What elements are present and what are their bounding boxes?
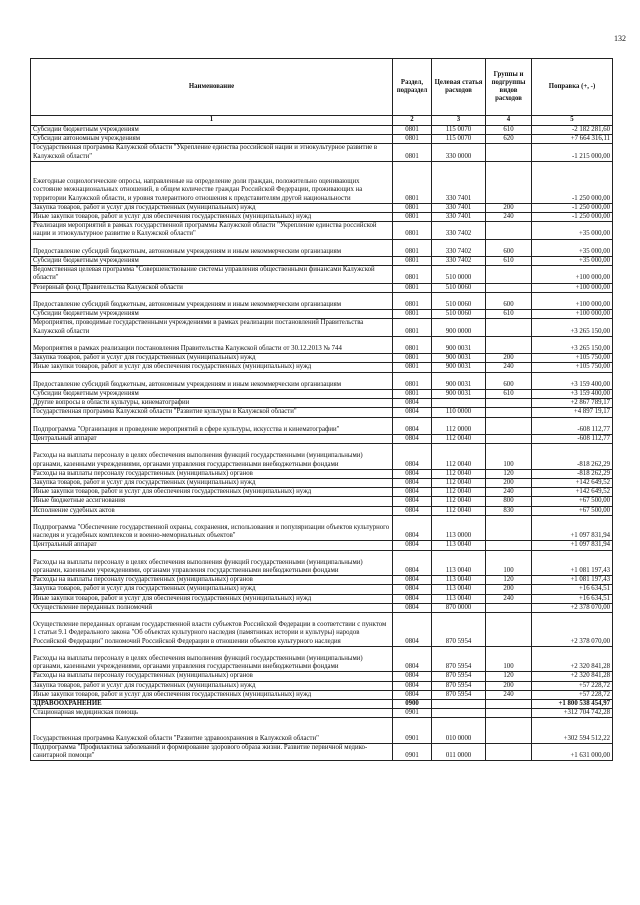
table-row <box>31 479 613 488</box>
row-amendment: +100 000,00 <box>532 266 613 283</box>
row-section: 0801 <box>393 239 432 256</box>
row-group <box>486 222 532 239</box>
row-group: 610 <box>486 257 532 266</box>
row-name: Расходы на выплаты персоналу в целях обеспечения выполнения функций государственными (муниципальными) органами, казенными учреждениями, органами управления государственными внебюджетными фондами <box>31 550 393 576</box>
row-section: 0801 <box>393 390 432 399</box>
header-group: Группы и подгруппы видов расходов <box>486 59 532 116</box>
row-section: 0804 <box>393 672 432 681</box>
row-amendment: -1 250 000,00 <box>532 203 613 212</box>
header-amendment: Поправка (+, -) <box>532 59 613 116</box>
row-name: Закупка товаров, работ и услуг для государственных (муниципальных) нужд <box>31 203 393 212</box>
row-group: 200 <box>486 681 532 690</box>
row-name: Центральный аппарат <box>31 541 393 550</box>
row-section: 0804 <box>393 576 432 585</box>
row-group: 600 <box>486 292 532 309</box>
column-number: 2 <box>393 116 432 126</box>
row-group <box>486 336 532 353</box>
page-number: 132 <box>614 34 626 43</box>
row-section: 0804 <box>393 603 432 612</box>
row-section: 0801 <box>393 203 432 212</box>
row-amendment: +2 867 789,17 <box>532 399 613 408</box>
row-name: Подпрограмма "Обеспечение государственной охраны, сохранения, использования и популяризации объектов культурного наследия и усадебных комплексов и военно-мемориальных объектов" <box>31 515 393 541</box>
table-row <box>31 213 613 222</box>
row-amendment: +57 228,72 <box>532 690 613 699</box>
row-group: 610 <box>486 390 532 399</box>
row-name: Иные закупки товаров, работ и услуг для обеспечения государственных (муниципальных) нужд <box>31 690 393 699</box>
row-name: Стационарная медицинская помощь <box>31 709 393 718</box>
row-section: 0801 <box>393 283 432 292</box>
row-name: Закупка товаров, работ и услуг для государственных (муниципальных) нужд <box>31 354 393 363</box>
row-group <box>486 613 532 647</box>
row-group: 620 <box>486 135 532 144</box>
row-target: 011 0000 <box>432 744 486 761</box>
row-target: 330 7401 <box>432 161 486 203</box>
row-group <box>486 744 532 761</box>
row-section: 0804 <box>393 408 432 417</box>
table-row <box>31 203 613 212</box>
row-amendment: +3 159 400,00 <box>532 390 613 399</box>
row-section: 0804 <box>393 690 432 699</box>
row-group: 100 <box>486 646 532 672</box>
row-amendment: +16 634,51 <box>532 594 613 603</box>
table-row <box>31 363 613 372</box>
row-target: 510 0060 <box>432 283 486 292</box>
row-group <box>486 718 532 744</box>
row-section: 0804 <box>393 399 432 408</box>
table-row <box>31 126 613 135</box>
row-amendment: -1 250 000,00 <box>532 161 613 203</box>
row-section: 0804 <box>393 594 432 603</box>
row-name: Иные закупки товаров, работ и услуг для обеспечения государственных (муниципальных) нужд <box>31 488 393 497</box>
row-group <box>486 709 532 718</box>
row-target: 112 0040 <box>432 488 486 497</box>
row-group: 240 <box>486 690 532 699</box>
row-target: 900 0031 <box>432 354 486 363</box>
row-amendment: +1 081 197,43 <box>532 576 613 585</box>
row-name: Иные закупки товаров, работ и услуг для обеспечения государственных (муниципальных) нужд <box>31 213 393 222</box>
row-target: 110 0000 <box>432 408 486 417</box>
row-target: 870 5954 <box>432 672 486 681</box>
row-group <box>486 283 532 292</box>
header-name: Наименование <box>31 59 393 116</box>
row-name: Другие вопросы в области культуры, кинематографии <box>31 399 393 408</box>
row-name: Расходы на выплаты персоналу государственных (муниципальных) органов <box>31 576 393 585</box>
row-target: 010 0000 <box>432 718 486 744</box>
table-row <box>31 354 613 363</box>
row-group: 830 <box>486 506 532 515</box>
row-section: 0804 <box>393 506 432 515</box>
row-name: Исполнение судебных актов <box>31 506 393 515</box>
row-group <box>486 399 532 408</box>
table-row <box>31 576 613 585</box>
row-section: 0804 <box>393 479 432 488</box>
row-group <box>486 266 532 283</box>
row-name: Расходы на выплаты персоналу в целях обеспечения выполнения функций государственными (муниципальными) органами, казенными учреждениями, органами управления государственными внебюджетными фондами <box>31 444 393 470</box>
row-target: 900 0031 <box>432 363 486 372</box>
row-amendment: +1 631 000,00 <box>532 744 613 761</box>
table-row <box>31 497 613 506</box>
row-target: 112 0040 <box>432 435 486 444</box>
column-number: 1 <box>31 116 393 126</box>
row-section: 0801 <box>393 257 432 266</box>
row-name: Закупка товаров, работ и услуг для государственных (муниципальных) нужд <box>31 479 393 488</box>
row-target: 112 0040 <box>432 479 486 488</box>
row-group <box>486 541 532 550</box>
table-row <box>31 310 613 319</box>
row-section: 0801 <box>393 310 432 319</box>
row-group <box>486 435 532 444</box>
row-target <box>432 709 486 718</box>
row-name: Осуществление переданных органам государственной власти субъектов Российской Федерации в соответствии с пунктом 1 статьи 9.1 Федерального закона "Об объектах культурного наследия (памятниках истории и культуры) народов Российской Федерации" полномочий Российской Федерации в отношении объектов культурного наследия <box>31 613 393 647</box>
header-target: Целевая статья расходов <box>432 59 486 116</box>
row-name: Подпрограмма "Профилактика заболеваний и формирование здорового образа жизни. Развитие первичной медико-санитарной помощи" <box>31 744 393 761</box>
row-section: 0801 <box>393 161 432 203</box>
row-amendment: +100 000,00 <box>532 310 613 319</box>
column-number: 4 <box>486 116 532 126</box>
row-target: 113 0040 <box>432 550 486 576</box>
table-row <box>31 646 613 672</box>
row-section: 0801 <box>393 363 432 372</box>
row-group: 240 <box>486 363 532 372</box>
row-section: 0804 <box>393 444 432 470</box>
row-section: 0801 <box>393 354 432 363</box>
row-target: 113 0040 <box>432 576 486 585</box>
row-group: 100 <box>486 444 532 470</box>
row-target: 112 0040 <box>432 469 486 478</box>
row-group: 600 <box>486 239 532 256</box>
row-target: 330 7402 <box>432 239 486 256</box>
row-group <box>486 515 532 541</box>
row-section: 0801 <box>393 372 432 389</box>
row-name: Иные закупки товаров, работ и услуг для обеспечения государственных (муниципальных) нужд <box>31 363 393 372</box>
row-name: Резервный фонд Правительства Калужской области <box>31 283 393 292</box>
row-amendment: -608 112,77 <box>532 435 613 444</box>
row-amendment: +7 664 316,11 <box>532 135 613 144</box>
row-group <box>486 144 532 161</box>
row-amendment: +2 320 841,28 <box>532 646 613 672</box>
row-target: 113 0040 <box>432 541 486 550</box>
table-header-row <box>31 59 613 116</box>
row-section: 0804 <box>393 488 432 497</box>
table-row <box>31 672 613 681</box>
row-target: 330 7401 <box>432 203 486 212</box>
table-row <box>31 399 613 408</box>
budget-amendments-table <box>30 58 613 761</box>
row-name: Закупка товаров, работ и услуг для государственных (муниципальных) нужд <box>31 681 393 690</box>
row-name: Закупка товаров, работ и услуг для государственных (муниципальных) нужд <box>31 585 393 594</box>
row-section: 0901 <box>393 709 432 718</box>
row-target: 115 0070 <box>432 126 486 135</box>
row-group: 200 <box>486 479 532 488</box>
row-section: 0900 <box>393 700 432 709</box>
row-amendment: +4 897 19,17 <box>532 408 613 417</box>
row-group: 200 <box>486 203 532 212</box>
row-section: 0804 <box>393 515 432 541</box>
row-target: 900 0031 <box>432 390 486 399</box>
table-row <box>31 603 613 612</box>
table-row <box>31 161 613 203</box>
row-name: Расходы на выплаты персоналу государственных (муниципальных) органов <box>31 469 393 478</box>
row-amendment: +142 649,52 <box>532 488 613 497</box>
row-name: Мероприятия, проводимые государственными учреждениями в рамках реализации постановлений Правительства Калужской области <box>31 319 393 336</box>
table-row <box>31 681 613 690</box>
row-amendment: +1 097 831,94 <box>532 541 613 550</box>
row-section: 0804 <box>393 585 432 594</box>
row-section: 0804 <box>393 681 432 690</box>
table-row <box>31 372 613 389</box>
table-row <box>31 700 613 709</box>
row-name: Субсидии бюджетным учреждениям <box>31 257 393 266</box>
row-target: 870 0000 <box>432 603 486 612</box>
row-section: 0801 <box>393 135 432 144</box>
row-section: 0804 <box>393 435 432 444</box>
row-target: 510 0060 <box>432 292 486 309</box>
row-name: Субсидии бюджетным учреждениям <box>31 390 393 399</box>
row-target: 900 0031 <box>432 336 486 353</box>
table-row <box>31 613 613 647</box>
row-target: 330 0000 <box>432 144 486 161</box>
row-name: Предоставление субсидий бюджетным, автономным учреждениям и иным некоммерческим организациям <box>31 372 393 389</box>
row-amendment: +3 159 400,00 <box>532 372 613 389</box>
row-section: 0801 <box>393 266 432 283</box>
row-name: Ведомственная целевая программа "Совершенствование системы управления общественными финансами Калужской области" <box>31 266 393 283</box>
row-section: 0801 <box>393 126 432 135</box>
table-row <box>31 444 613 470</box>
table-body <box>31 126 613 761</box>
row-group <box>486 408 532 417</box>
row-section: 0804 <box>393 550 432 576</box>
row-section: 0804 <box>393 613 432 647</box>
row-target: 870 5954 <box>432 681 486 690</box>
row-amendment: -818 262,29 <box>532 469 613 478</box>
row-target: 115 0070 <box>432 135 486 144</box>
row-name: Субсидии бюджетным учреждениям <box>31 126 393 135</box>
row-group <box>486 161 532 203</box>
table-row <box>31 594 613 603</box>
row-group <box>486 417 532 434</box>
row-target: 510 0060 <box>432 310 486 319</box>
table-row <box>31 417 613 434</box>
table-row <box>31 690 613 699</box>
row-group: 200 <box>486 585 532 594</box>
table-row <box>31 506 613 515</box>
row-group: 610 <box>486 310 532 319</box>
row-amendment: +312 704 742,28 <box>532 709 613 718</box>
table-row <box>31 239 613 256</box>
row-group: 240 <box>486 488 532 497</box>
row-section: 0801 <box>393 319 432 336</box>
row-name: Субсидии автономным учреждениям <box>31 135 393 144</box>
row-amendment: +57 228,72 <box>532 681 613 690</box>
table-row <box>31 135 613 144</box>
table-row <box>31 408 613 417</box>
row-target: 113 0040 <box>432 585 486 594</box>
row-section: 0901 <box>393 718 432 744</box>
row-name: Мероприятия в рамках реализации постановления Правительства Калужской области от 30.12.2013 № 744 <box>31 336 393 353</box>
header-section: Раздел, подраздел <box>393 59 432 116</box>
row-amendment: +105 750,00 <box>532 363 613 372</box>
row-target: 900 0031 <box>432 372 486 389</box>
row-name: Субсидии бюджетным учреждениям <box>31 310 393 319</box>
row-amendment: -2 182 281,60 <box>532 126 613 135</box>
row-name: ЗДРАВООХРАНЕНИЕ <box>31 700 393 709</box>
table-row <box>31 257 613 266</box>
table-row <box>31 222 613 239</box>
row-section: 0804 <box>393 469 432 478</box>
row-amendment: +2 378 070,00 <box>532 603 613 612</box>
row-group: 610 <box>486 126 532 135</box>
table-row <box>31 488 613 497</box>
row-amendment: +35 000,00 <box>532 239 613 256</box>
row-amendment: +3 265 150,00 <box>532 336 613 353</box>
table-row <box>31 319 613 336</box>
row-name: Расходы на выплаты персоналу государственных (муниципальных) органов <box>31 672 393 681</box>
row-target <box>432 700 486 709</box>
row-section: 0801 <box>393 213 432 222</box>
row-amendment: +302 594 512,22 <box>532 718 613 744</box>
table-row <box>31 266 613 283</box>
row-target: 900 0000 <box>432 319 486 336</box>
row-group: 240 <box>486 594 532 603</box>
table-row <box>31 550 613 576</box>
row-section: 0804 <box>393 541 432 550</box>
row-amendment: -1 215 000,00 <box>532 144 613 161</box>
row-target <box>432 399 486 408</box>
row-amendment: +3 265 150,00 <box>532 319 613 336</box>
row-amendment: +67 500,00 <box>532 497 613 506</box>
row-amendment: -1 250 000,00 <box>532 213 613 222</box>
table-row <box>31 336 613 353</box>
table-row <box>31 718 613 744</box>
row-name: Осуществление переданных полномочий <box>31 603 393 612</box>
table-row <box>31 585 613 594</box>
row-amendment: +16 634,51 <box>532 585 613 594</box>
row-amendment: -608 112,77 <box>532 417 613 434</box>
row-group: 100 <box>486 550 532 576</box>
row-section: 0804 <box>393 646 432 672</box>
row-target: 112 0040 <box>432 444 486 470</box>
table-row <box>31 744 613 761</box>
row-target: 870 5954 <box>432 646 486 672</box>
row-group: 200 <box>486 354 532 363</box>
row-name: Государственная программа Калужской области "Укрепление единства российской нации и этнокультурное развитие в Калужской области" <box>31 144 393 161</box>
row-amendment: -818 262,29 <box>532 444 613 470</box>
row-amendment: +1 081 197,43 <box>532 550 613 576</box>
row-amendment: +35 000,00 <box>532 222 613 239</box>
row-section: 0801 <box>393 292 432 309</box>
row-target: 330 7402 <box>432 257 486 266</box>
row-target: 330 7401 <box>432 213 486 222</box>
row-amendment: +2 378 070,00 <box>532 613 613 647</box>
row-amendment: +67 500,00 <box>532 506 613 515</box>
row-name: Предоставление субсидий бюджетным, автономным учреждениям и иным некоммерческим организациям <box>31 292 393 309</box>
row-target: 870 5954 <box>432 690 486 699</box>
row-target: 113 0000 <box>432 515 486 541</box>
column-number: 3 <box>432 116 486 126</box>
row-section: 0801 <box>393 144 432 161</box>
row-name: Реализация мероприятий в рамках государственной программы Калужской области "Укрепление единства российской нации и этнокультурное развитие в Калужской области" <box>31 222 393 239</box>
row-group: 800 <box>486 497 532 506</box>
row-group: 120 <box>486 469 532 478</box>
row-amendment: +35 000,00 <box>532 257 613 266</box>
row-amendment: +2 320 841,28 <box>532 672 613 681</box>
row-group <box>486 700 532 709</box>
row-name: Иные бюджетные ассигнования <box>31 497 393 506</box>
row-amendment: +1 800 538 454,97 <box>532 700 613 709</box>
column-number-row <box>31 116 613 126</box>
row-group: 240 <box>486 213 532 222</box>
row-name: Предоставление субсидий бюджетным, автономным учреждениям и иным некоммерческим организациям <box>31 239 393 256</box>
row-amendment: +105 750,00 <box>532 354 613 363</box>
row-target: 112 0040 <box>432 497 486 506</box>
table-row <box>31 515 613 541</box>
row-amendment: +142 649,52 <box>532 479 613 488</box>
row-name: Центральный аппарат <box>31 435 393 444</box>
row-name: Государственная программа Калужской области "Развитие здравоохранения в Калужской области" <box>31 718 393 744</box>
row-target: 330 7402 <box>432 222 486 239</box>
row-amendment: +1 097 831,94 <box>532 515 613 541</box>
row-name: Ежегодные социологические опросы, направленные на определение доли граждан, положительно оценивающих состояние межнациональных отношений, в общем количестве граждан Российской Федерации, проживающих на территории Калужской области, и уровня толерантного отношения к представителям другой национальности <box>31 161 393 203</box>
row-target: 112 0040 <box>432 506 486 515</box>
row-target: 112 0000 <box>432 417 486 434</box>
row-group: 600 <box>486 372 532 389</box>
table-row <box>31 541 613 550</box>
row-section: 0801 <box>393 336 432 353</box>
row-group <box>486 603 532 612</box>
table-row <box>31 283 613 292</box>
column-number: 5 <box>532 116 613 126</box>
row-group <box>486 319 532 336</box>
row-target: 870 5954 <box>432 613 486 647</box>
row-section: 0901 <box>393 744 432 761</box>
row-group: 120 <box>486 576 532 585</box>
row-target: 510 0000 <box>432 266 486 283</box>
row-amendment: +100 000,00 <box>532 283 613 292</box>
row-name: Иные закупки товаров, работ и услуг для обеспечения государственных (муниципальных) нужд <box>31 594 393 603</box>
row-name: Подпрограмма "Организация и проведение мероприятий в сфере культуры, искусства и кинематографии" <box>31 417 393 434</box>
row-target: 113 0040 <box>432 594 486 603</box>
row-section: 0804 <box>393 417 432 434</box>
table-row <box>31 435 613 444</box>
table-row <box>31 292 613 309</box>
row-name: Расходы на выплаты персоналу в целях обеспечения выполнения функций государственными (муниципальными) органами, казенными учреждениями, органами управления государственными внебюджетными фондами <box>31 646 393 672</box>
row-section: 0804 <box>393 497 432 506</box>
row-amendment: +100 000,00 <box>532 292 613 309</box>
row-section: 0801 <box>393 222 432 239</box>
row-name: Государственная программа Калужской области "Развитие культуры в Калужской области" <box>31 408 393 417</box>
table-row <box>31 709 613 718</box>
table-row <box>31 390 613 399</box>
table-row <box>31 144 613 161</box>
table-row <box>31 469 613 478</box>
row-group: 120 <box>486 672 532 681</box>
